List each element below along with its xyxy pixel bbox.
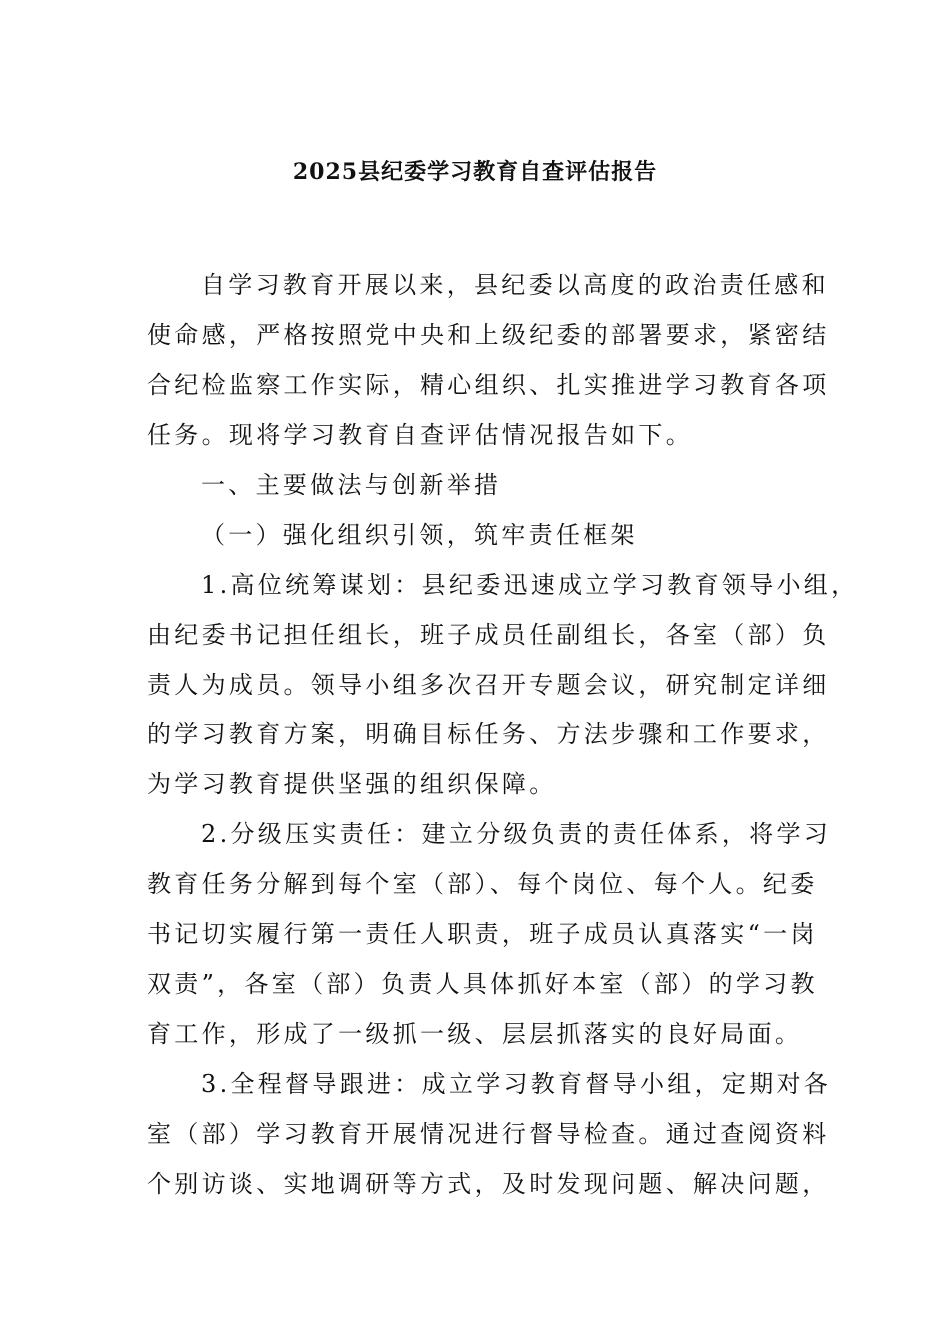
text-line: 3.全程督导跟进：成立学习教育督导小组，定期对各 [201,1070,832,1098]
text-line: （一）强化组织引领，筑牢责任框架 [201,520,638,549]
paragraph [147,810,832,1060]
paragraph [147,1060,832,1210]
text-line: 使命感，严格按照党中央和上级纪委的部署要求，紧密结 [147,320,830,349]
paragraph [147,561,859,811]
text-line: 的学习教育方案，明确目标任务、方法步骤和工作要求， [147,720,830,749]
text-line: 一、主要做法与创新举措 [201,470,502,499]
text-line: 为学习教育提供坚强的组织保障。 [147,770,557,799]
section-heading [147,511,827,561]
text-line: 任务。现将学习教育自查评估情况报告如下。 [147,420,693,449]
text-line: 个别访谈、实地调研等方式，及时发现问题、解决问题， [147,1169,830,1198]
text-line: 合纪检监察工作实际，精心组织、扎实推进学习教育各项 [147,370,830,399]
text-line: 自学习教育开展以来，县纪委以高度的政治责任感和 [201,271,829,299]
text-line: 双责”，各室（部）负责人具体抓好本室（部）的学习教 [147,970,818,999]
text-line: 由纪委书记担任组长，班子成员任副组长，各室（部）负 [147,620,830,649]
document-title: 2025县纪委学习教育自查评估报告 [292,159,658,185]
text-line: 1.高位统筹谋划：县纪委迅速成立学习教育领导小组， [201,570,859,599]
text-line: 2.分级压实责任：建立分级负责的责任体系，将学习 [201,820,832,849]
text-line: 教育任务分解到每个室（部）、每个岗位、每个人。纪委 [147,870,818,899]
text-line: 室（部）学习教育开展情况进行督导检查。通过查阅资料 [147,1119,830,1148]
paragraph [147,261,830,461]
document-body [147,261,859,1210]
text-line: 育工作，形成了一级抓一级、层层抓落实的良好局面。 [147,1020,803,1049]
text-line: 责人为成员。领导小组多次召开专题会议，研究制定详细 [147,670,830,699]
text-line: 书记切实履行第一责任人职责，班子成员认真落实“一岗 [147,920,818,949]
section-heading [147,461,827,511]
